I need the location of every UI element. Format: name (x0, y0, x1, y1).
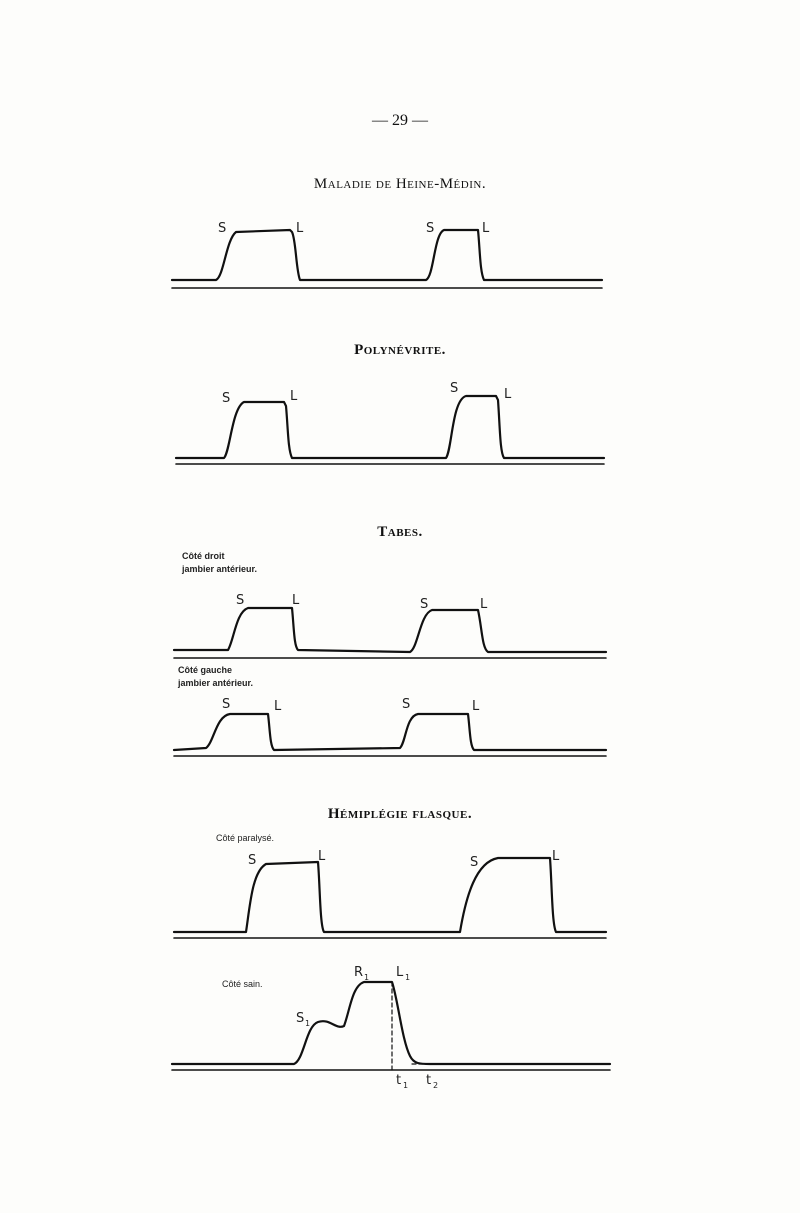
note-right-side (182, 550, 257, 576)
section-title-heine-medin: Maladie de Heine-Médin. (313, 176, 487, 192)
label-s: S (450, 381, 459, 396)
note-left-side (178, 664, 253, 690)
page-number: — 29 — (372, 112, 428, 129)
label-s: S (402, 697, 411, 712)
label-t2-subscript: 2 (433, 1081, 439, 1090)
label-r1: R (354, 965, 364, 980)
label-s: S (236, 593, 245, 608)
tracing-heine-medin (0, 210, 800, 300)
label-l: L (274, 699, 282, 714)
note-right-side-line2: jambier antérieur. (182, 564, 258, 574)
label-s1: S (296, 1011, 305, 1026)
label-s: S (470, 855, 479, 870)
label-l: L (552, 849, 560, 864)
label-s: S (420, 597, 429, 612)
label-s: S (218, 221, 227, 236)
label-l: L (482, 221, 490, 236)
label-l: L (296, 221, 304, 236)
note-left-side-line1: Côté gauche (178, 665, 233, 675)
label-t1-subscript: 1 (403, 1081, 409, 1090)
label-l: L (504, 387, 512, 402)
note-right-side-line1: Côté droit (182, 551, 225, 561)
note-healthy-side: Côté sain. (222, 979, 263, 989)
label-l: L (290, 389, 298, 404)
label-l: L (472, 699, 480, 714)
label-t1: t (396, 1073, 402, 1088)
section-title-hemiplegie: Hémiplégie flasque. (327, 806, 473, 822)
label-s: S (222, 697, 231, 712)
note-paralyzed-side: Côté paralysé. (216, 833, 275, 843)
label-s: S (426, 221, 435, 236)
label-t2: t (426, 1073, 432, 1088)
note-left-side-line2: jambier antérieur. (178, 678, 254, 688)
tracing-hemiplegie-paralyzed (0, 846, 800, 942)
label-l: L (480, 597, 488, 612)
label-l1: L (396, 965, 404, 980)
section-title-tabes: Tabes. (377, 524, 423, 540)
label-l: L (292, 593, 300, 608)
tracing-tabes-left (0, 694, 800, 762)
label-r1-subscript: 1 (364, 973, 370, 982)
label-l1-subscript: 1 (405, 973, 411, 982)
section-title-polynevrite: Polynévrite. (354, 342, 446, 358)
tracing-hemiplegie-healthy (0, 960, 800, 1100)
label-l: L (318, 849, 326, 864)
tracing-polynevrite (0, 378, 800, 470)
label-s: S (248, 853, 257, 868)
tracing-tabes-right (0, 588, 800, 664)
label-s: S (222, 391, 231, 406)
label-s1-subscript: 1 (305, 1019, 311, 1028)
